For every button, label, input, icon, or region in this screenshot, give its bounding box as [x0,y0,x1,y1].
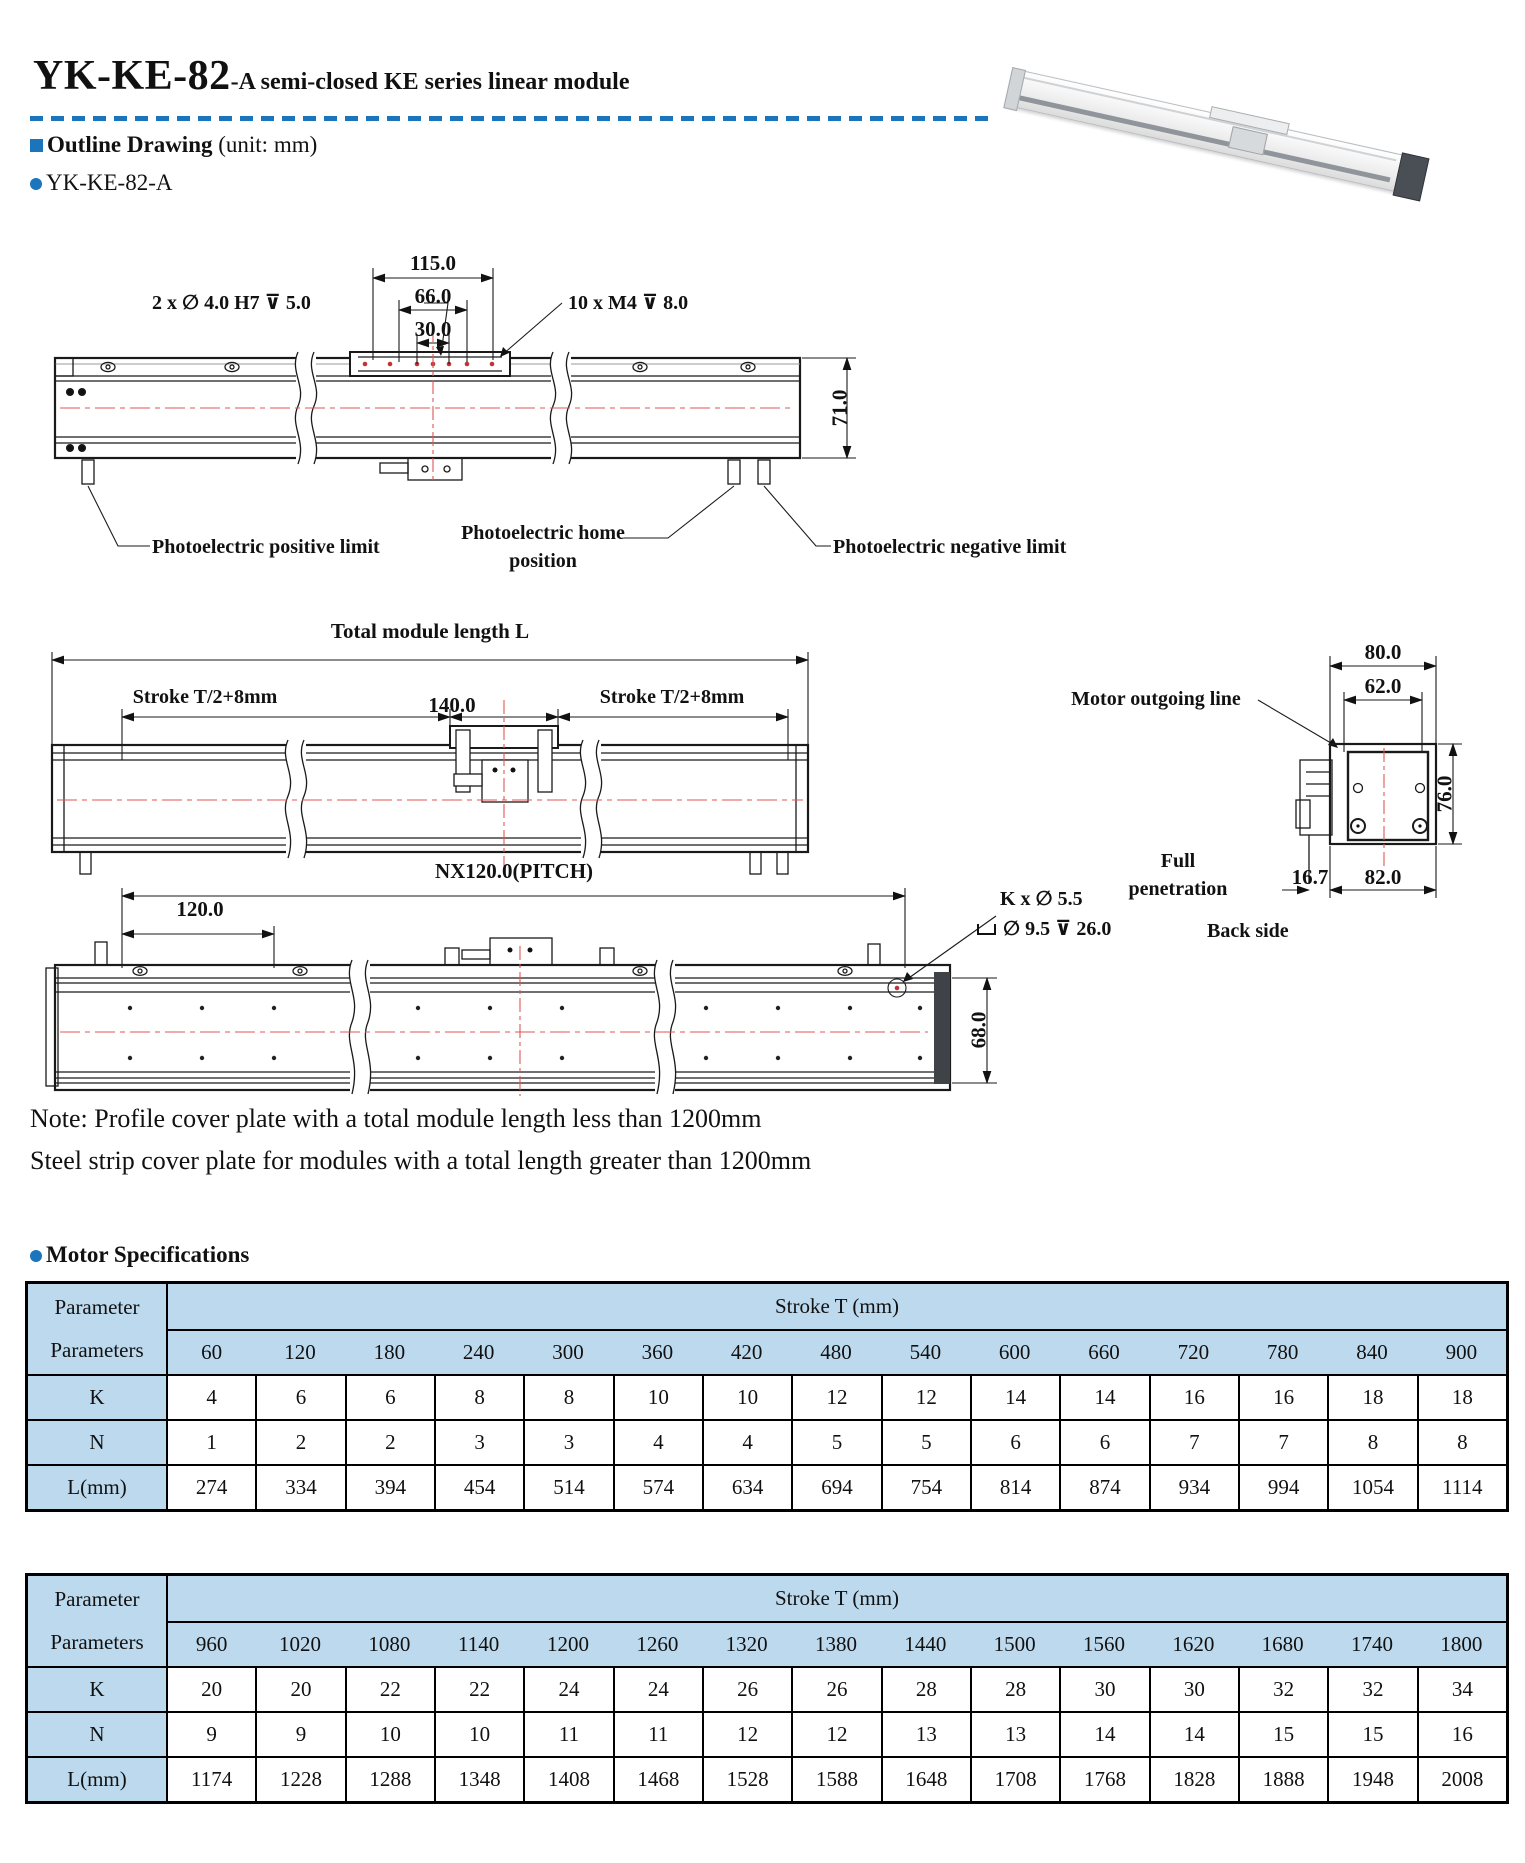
param-header-text: Parameters [50,1338,144,1362]
data-cell: 8 [523,1374,612,1419]
data-cell: 1528 [702,1756,791,1801]
data-cell: 11 [523,1711,612,1756]
dim-16-7: 16.7 [1291,865,1329,889]
label-total-length: Total module length L [330,619,530,643]
data-cell: 1114 [1417,1464,1506,1509]
square-bullet-icon [30,139,43,152]
data-cell: 1948 [1327,1756,1416,1801]
data-cell: 13 [970,1711,1059,1756]
dim-pitch: NX120.0(PITCH) [434,859,594,883]
dim-62: 62.0 [1364,674,1402,698]
data-cell: 814 [970,1464,1059,1509]
stroke-value-cell: 1380 [791,1621,880,1666]
stroke-value-cell: 840 [1327,1329,1416,1374]
data-cell: 3 [434,1419,523,1464]
model-description: -A semi-closed KE series linear module [230,69,630,95]
data-cell: 5 [881,1419,970,1464]
param-header-cell [28,1284,166,1374]
data-cell: 14 [1059,1711,1148,1756]
stroke-value-cell: 300 [523,1329,612,1374]
linear-module-image [1006,68,1426,196]
data-cell: 1888 [1238,1756,1327,1801]
label-negative-limit: Photoelectric negative limit [833,536,1067,558]
data-cell: 2 [345,1419,434,1464]
stroke-value-cell: 1680 [1238,1621,1327,1666]
stroke-value-cell: 540 [881,1329,970,1374]
data-cell: 32 [1238,1666,1327,1711]
stroke-value-cell: 780 [1238,1329,1327,1374]
data-cell: 18 [1327,1374,1416,1419]
data-cell: 26 [791,1666,880,1711]
label-stroke-right: Stroke T/2+8mm [599,686,745,708]
dim-66: 66.0 [414,284,452,308]
row-label-cell: K [28,1666,166,1711]
data-cell: 694 [791,1464,880,1509]
counterbore-icon [977,924,996,935]
dot-bullet-icon [30,1250,42,1262]
stroke-header-cell: Stroke T (mm) [166,1284,1506,1329]
data-cell: 14 [1059,1374,1148,1419]
data-cell: 30 [1149,1666,1238,1711]
row-label-cell: L(mm) [28,1464,166,1509]
data-cell: 9 [255,1711,344,1756]
label-full: Full [1160,850,1196,872]
data-cell: 15 [1327,1711,1416,1756]
data-cell: 30 [1059,1666,1148,1711]
model-number: YK-KE-82 [33,53,231,99]
data-cell: 1228 [255,1756,344,1801]
data-cell: 2 [255,1419,344,1464]
stroke-value-cell: 660 [1059,1329,1148,1374]
stroke-value-cell: 1260 [613,1621,702,1666]
label-home-position-line2: position [509,550,577,572]
dim-71: 71.0 [827,389,852,427]
data-cell: 18 [1417,1374,1506,1419]
data-cell: 934 [1149,1464,1238,1509]
stroke-table-1 [25,1281,1509,1512]
data-cell: 6 [255,1374,344,1419]
data-cell: 1408 [523,1756,612,1801]
dim-68: 68.0 [966,1011,991,1049]
data-cell: 10 [345,1711,434,1756]
stroke-value-cell: 240 [434,1329,523,1374]
data-cell: 394 [345,1464,434,1509]
data-cell: 874 [1059,1464,1148,1509]
stroke-value-cell: 1500 [970,1621,1059,1666]
data-cell: 1828 [1149,1756,1238,1801]
data-cell: 1 [166,1419,255,1464]
callout-dowel-holes: 2 x ∅ 4.0 H7 ⊽ 5.0 [152,292,311,314]
data-cell: 5 [791,1419,880,1464]
dim-115: 115.0 [409,251,457,275]
dim-30: 30.0 [414,317,452,341]
page-title [33,52,630,100]
label-motor-outgoing-line: Motor outgoing line [1071,688,1241,710]
data-cell: 24 [523,1666,612,1711]
row-label-cell: N [28,1419,166,1464]
data-cell: 8 [1417,1419,1506,1464]
stroke-value-cell: 360 [613,1329,702,1374]
callout-counterbore: ∅ 9.5 ⊽ 26.0 [977,918,1111,940]
data-cell: 7 [1149,1419,1238,1464]
callout-k-holes: K x ∅ 5.5 [1000,888,1083,910]
data-cell: 274 [166,1464,255,1509]
data-cell: 12 [791,1374,880,1419]
stroke-value-cell: 900 [1417,1329,1506,1374]
data-cell: 6 [970,1419,1059,1464]
data-cell: 4 [702,1419,791,1464]
stroke-value-cell: 1440 [881,1621,970,1666]
param-header-text: Parameters [50,1630,144,1654]
label-home-position-line1: Photoelectric home [461,522,625,544]
data-cell: 6 [1059,1419,1148,1464]
dim-120: 120.0 [176,897,224,921]
stroke-value-cell: 1020 [255,1621,344,1666]
stroke-value-cell: 120 [255,1329,344,1374]
stroke-value-cell: 480 [791,1329,880,1374]
callout-m4-holes: 10 x M4 ⊽ 8.0 [568,292,689,314]
dim-140: 140.0 [428,693,476,717]
stroke-value-cell: 1200 [523,1621,612,1666]
data-cell: 1588 [791,1756,880,1801]
data-cell: 2008 [1417,1756,1506,1801]
data-cell: 1348 [434,1756,523,1801]
data-cell: 32 [1327,1666,1416,1711]
data-cell: 12 [702,1711,791,1756]
row-label-cell: L(mm) [28,1756,166,1801]
stroke-value-cell: 60 [166,1329,255,1374]
data-cell: 4 [166,1374,255,1419]
data-cell: 574 [613,1464,702,1509]
data-cell: 26 [702,1666,791,1711]
stroke-value-cell: 1560 [1059,1621,1148,1666]
data-cell: 514 [523,1464,612,1509]
param-header-text: Parameter [54,1587,140,1611]
dim-76: 76.0 [1432,775,1457,813]
data-cell: 994 [1238,1464,1327,1509]
data-cell: 9 [166,1711,255,1756]
product-photo [1000,40,1460,200]
data-cell: 20 [255,1666,344,1711]
label-penetration: penetration [1128,878,1228,900]
data-cell: 22 [345,1666,434,1711]
stroke-value-cell: 1740 [1327,1621,1416,1666]
data-cell: 12 [791,1711,880,1756]
data-cell: 6 [345,1374,434,1419]
data-cell: 334 [255,1464,344,1509]
label-stroke-left: Stroke T/2+8mm [132,686,278,708]
label-positive-limit: Photoelectric positive limit [152,536,380,558]
data-cell: 754 [881,1464,970,1509]
data-cell: 1708 [970,1756,1059,1801]
stroke-value-cell: 1080 [345,1621,434,1666]
data-cell: 1768 [1059,1756,1148,1801]
data-cell: 1174 [166,1756,255,1801]
param-header-cell [28,1576,166,1666]
data-cell: 28 [970,1666,1059,1711]
data-cell: 1468 [613,1756,702,1801]
data-cell: 1648 [881,1756,970,1801]
stroke-value-cell: 600 [970,1329,1059,1374]
data-cell: 13 [881,1711,970,1756]
data-cell: 22 [434,1666,523,1711]
data-cell: 15 [1238,1711,1327,1756]
stroke-value-cell: 1800 [1417,1621,1506,1666]
data-cell: 20 [166,1666,255,1711]
data-cell: 1054 [1327,1464,1416,1509]
data-cell: 16 [1417,1711,1506,1756]
data-cell: 16 [1149,1374,1238,1419]
stroke-value-cell: 1320 [702,1621,791,1666]
label-back-side: Back side [1207,920,1289,942]
param-header-text: Parameter [54,1295,140,1319]
data-cell: 11 [613,1711,702,1756]
dim-82: 82.0 [1364,865,1402,889]
dim-80: 80.0 [1364,640,1402,664]
data-cell: 454 [434,1464,523,1509]
data-cell: 8 [1327,1419,1416,1464]
data-cell: 34 [1417,1666,1506,1711]
stroke-value-cell: 180 [345,1329,434,1374]
note-line2: Steel strip cover plate for modules with a total length greater than 1200mm [30,1146,812,1175]
data-cell: 634 [702,1464,791,1509]
stroke-value-cell: 1620 [1149,1621,1238,1666]
data-cell: 7 [1238,1419,1327,1464]
data-cell: 24 [613,1666,702,1711]
data-cell: 8 [434,1374,523,1419]
motor-specifications-heading: Motor Specifications [30,1242,249,1268]
data-cell: 1288 [345,1756,434,1801]
stroke-value-cell: 960 [166,1621,255,1666]
model-subheading: YK-KE-82-A [30,170,172,196]
stroke-value-cell: 1140 [434,1621,523,1666]
note-line1: Note: Profile cover plate with a total module length less than 1200mm [30,1104,762,1133]
data-cell: 16 [1238,1374,1327,1419]
data-cell: 10 [613,1374,702,1419]
data-cell: 28 [881,1666,970,1711]
stroke-value-cell: 420 [702,1329,791,1374]
dashed-divider [30,116,993,121]
stroke-table-2 [25,1573,1509,1804]
dot-bullet-icon [30,178,42,190]
stroke-value-cell: 720 [1149,1329,1238,1374]
outline-drawing-heading: Outline Drawing (unit: mm) [30,132,317,158]
data-cell: 4 [613,1419,702,1464]
row-label-cell: K [28,1374,166,1419]
row-label-cell: N [28,1711,166,1756]
data-cell: 14 [970,1374,1059,1419]
data-cell: 3 [523,1419,612,1464]
data-cell: 10 [434,1711,523,1756]
stroke-header-cell: Stroke T (mm) [166,1576,1506,1621]
data-cell: 14 [1149,1711,1238,1756]
data-cell: 12 [881,1374,970,1419]
data-cell: 10 [702,1374,791,1419]
